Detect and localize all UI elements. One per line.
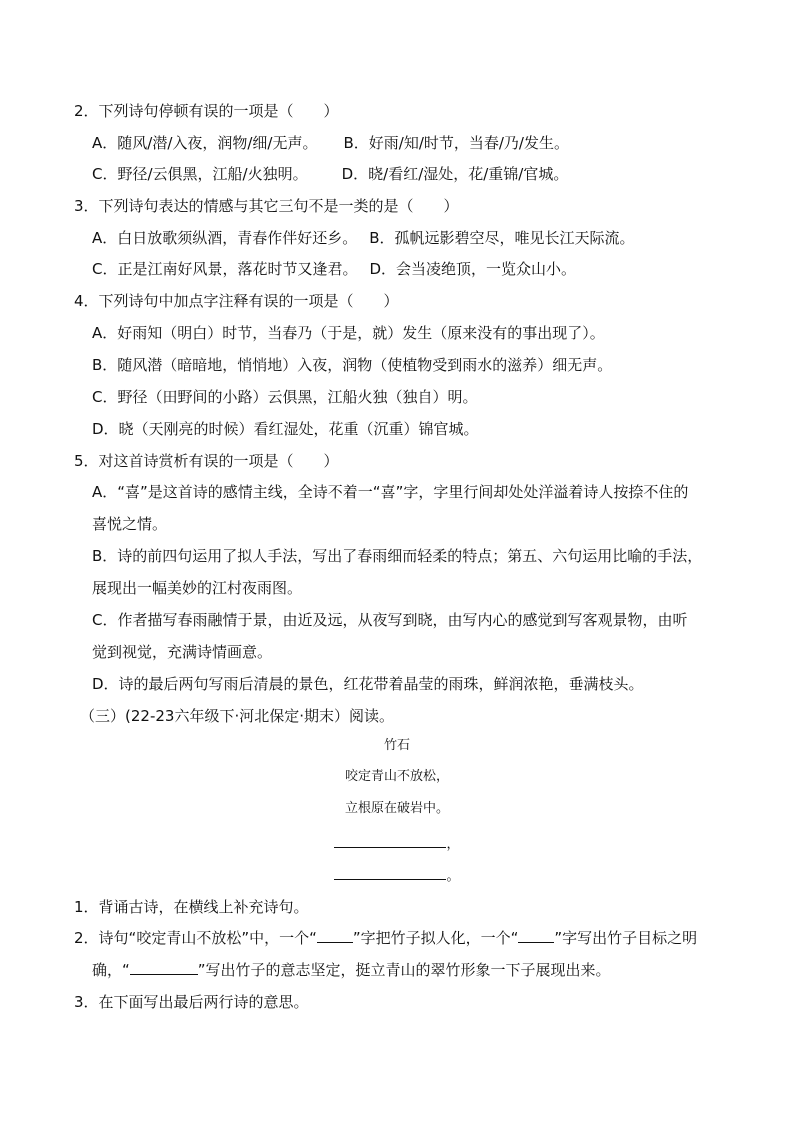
question-5-option-a-line-2: 喜悦之情。 [92,515,168,533]
sub-question-2-line-2 [92,960,611,980]
sub-question-2-blank-1[interactable] [317,928,353,943]
sub-question-1: 1．背诵古诗，在横线上补充诗句。 [74,898,309,916]
question-5-option-c-line-2: 觉到视觉，充满诗情画意。 [92,643,273,661]
question-4-option-d: D．晓（天刚亮的时候）看红湿处，花重（沉重）锦官城。 [92,420,479,438]
question-3-stem: 3．下列诗句表达的情感与其它三句不是一类的是（ ） [74,197,459,215]
question-2-option-b: B．好雨/知/时节，当春/乃/发生。 [343,134,569,152]
question-3-options-row-1 [92,228,635,248]
poem-line-3-blank[interactable] [334,833,446,848]
sub-question-2-text-3: ”字写出竹子目标之明 [554,929,698,947]
sub-question-2-blank-3[interactable] [130,960,198,975]
question-2-options-row-2 [92,164,568,184]
sub-question-2-text-1: 2．诗句“咬定青山不放松”中，一个“ [74,929,317,947]
question-2-option-c: C．野径/云俱黑，江船/火独明。 [92,165,308,183]
question-3-option-c: C．正是江南好风景，落花时节又逢君。 [92,260,358,278]
question-2-stem: 2．下列诗句停顿有误的一项是（ ） [74,102,339,120]
poem-line-4-period: 。 [446,869,460,884]
question-5-stem: 5．对这首诗赏析有误的一项是（ ） [74,452,339,470]
poem-line-3-comma: ， [446,837,460,852]
question-5-option-b-line-1: B．诗的前四句运用了拟人手法，写出了春雨细而轻柔的特点；第五、六句运用比喻的手法， [92,547,703,565]
question-5-option-d: D．诗的最后两句写雨后清晨的景色，红花带着晶莹的雨珠，鲜润浓艳，垂满枝头。 [92,675,644,693]
question-2-option-d: D．晓/看红/湿处，花/重锦/官城。 [341,165,569,183]
question-4-option-c: C．野径（田野间的小路）云俱黑，江船火独（独自）明。 [92,388,478,406]
poem-title: 竹石 [383,738,410,753]
question-3-option-b: B．孤帆远影碧空尽，唯见长江天际流。 [369,229,635,247]
section-3-heading: （三）(22-23六年级下·河北保定·期末）阅读。 [80,707,394,725]
question-5-option-a-line-1: A．“喜”是这首诗的感情主线，全诗不着一“喜”字，字里行间却处处洋溢着诗人按捺不住的 [92,483,689,501]
question-3-options-row-2 [92,259,576,279]
poem-line-2: 立根原在破岩中。 [344,801,449,816]
question-4-option-a: A．好雨知（明白）时节，当春乃（于是，就）发生（原来没有的事出现了）。 [92,324,605,342]
sub-question-2-blank-2[interactable] [518,928,554,943]
sub-question-2-text-4: 确，“ [92,961,130,979]
question-3-option-d: D．会当凌绝顶，一览众山小。 [369,260,577,278]
question-5-option-b-line-2: 展现出一幅美妙的江村夜雨图。 [92,579,303,597]
question-4-stem: 4．下列诗句中加点字注释有误的一项是（ ） [74,292,399,310]
sub-question-2-line-1 [74,928,697,948]
question-2-options-row-1 [92,133,569,153]
sub-question-3: 3．在下面写出最后两行诗的意思。 [74,993,309,1011]
question-2-option-a: A．随风/潜/入夜，润物/细/无声。 [92,134,318,152]
poem-line-4-blank[interactable] [334,865,446,880]
poem-line-4-blank-row [0,865,794,887]
sub-question-2-text-5: ”写出竹子的意志坚定，挺立青山的翠竹形象一下子展现出来。 [197,961,611,979]
poem-line-3-blank-row [0,833,794,855]
poem-line-1: 咬定青山不放松， [344,769,449,784]
question-3-option-a: A．白日放歌须纵酒，青春作伴好还乡。 [92,229,358,247]
sub-question-2-text-2: ”字把竹子拟人化，一个“ [352,929,519,947]
question-4-option-b: B．随风潜（暗暗地，悄悄地）入夜，润物（使植物受到雨水的滋养）细无声。 [92,356,613,374]
question-5-option-c-line-1: C．作者描写春雨融情于景，由近及远，从夜写到晓，由写内心的感觉到写客观景物，由听 [92,611,688,629]
